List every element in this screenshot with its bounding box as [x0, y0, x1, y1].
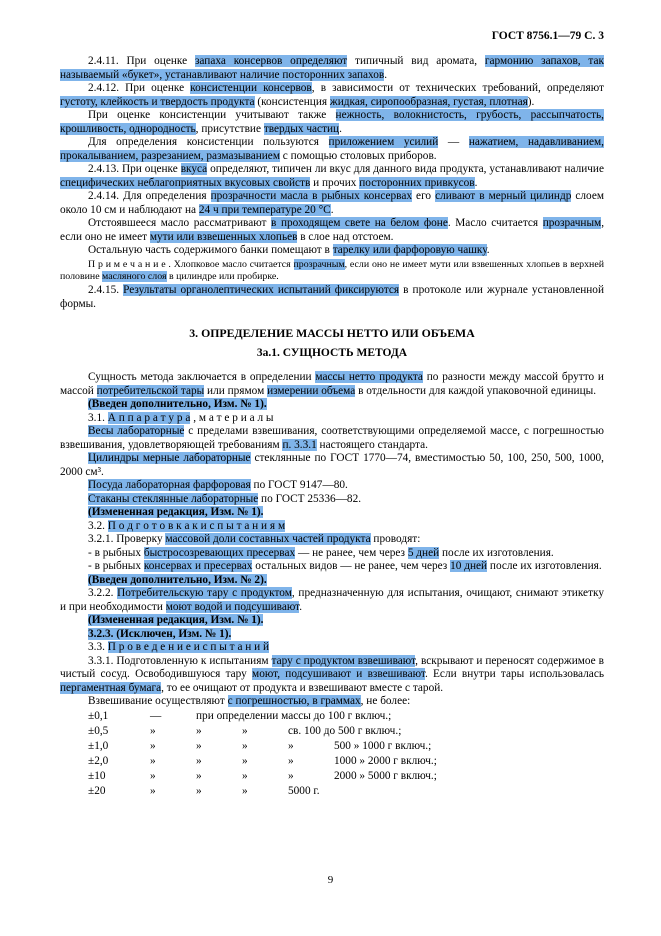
- tolerance-range: 2000 » 5000 г включ.;: [334, 769, 437, 782]
- tolerance-range: 5000 г.: [288, 784, 320, 797]
- text-segment: Сущность метода заключается в определении: [88, 371, 316, 384]
- paragraph: [60, 55, 604, 82]
- text-segment: . Масло считается: [447, 217, 543, 229]
- paragraph: [60, 560, 604, 574]
- highlighted-text: масляного слоя: [102, 270, 167, 282]
- highlighted-text: А п п а р а т у р а: [107, 411, 191, 424]
- highlighted-text: сливают в мерный цилиндр: [435, 190, 572, 202]
- text-segment: , предназначенную для испытания, очищают, снимают этикетку и при необходимости: [60, 587, 604, 613]
- highlighted-text: 10 дней: [450, 560, 488, 573]
- text-segment: или прямом: [204, 384, 268, 397]
- text-segment: 2.4.12. При оценке: [88, 82, 191, 94]
- highlighted-text: Стаканы стеклянные лабораторные: [88, 492, 259, 505]
- paragraph: [60, 641, 604, 655]
- text-segment: с пределами взвешивания, соответствующими определяемой массе, с погрешностью взвешивания, удовлетворяющей требованиям: [60, 425, 604, 451]
- text-segment: 3.2.: [88, 519, 108, 532]
- ditto-mark: »: [150, 784, 156, 797]
- highlighted-text: массы нетто продукта: [315, 371, 423, 384]
- highlighted-text: нажатием, надавливанием, прокалыванием, разрезанием, размазыванием: [60, 136, 604, 162]
- text-segment: .: [474, 176, 478, 189]
- tolerance-value: ±2,0: [88, 754, 109, 767]
- text-segment: .: [339, 122, 342, 135]
- ditto-mark: —: [150, 709, 162, 722]
- paragraph: [60, 533, 604, 547]
- text-segment: определяют, типичен ли вкус для данного вида продукта, устанавливают наличие: [207, 163, 604, 175]
- highlighted-text: измерении объема: [267, 384, 356, 397]
- highlighted-text: с погрешностью, в граммах: [227, 695, 361, 708]
- text-segment: . Если внутри тары использовалась: [424, 668, 604, 681]
- text-segment: Отстоявшееся масло рассматривают: [88, 217, 272, 229]
- text-segment: .: [330, 203, 334, 216]
- highlighted-text: специфических неблагоприятных вкусовых свойств: [60, 176, 311, 189]
- tolerance-value: ±0,1: [88, 709, 109, 722]
- highlighted-text: посторонних привкусов: [359, 176, 475, 189]
- paragraph: [60, 479, 604, 493]
- ditto-mark: »: [150, 724, 156, 737]
- text-segment: с помощью столовых приборов.: [279, 149, 437, 162]
- text-segment: типичный вид аромата,: [347, 55, 485, 67]
- ditto-mark: »: [150, 754, 156, 767]
- text-segment: 3.3.1. Подготовленную к испытаниям: [88, 654, 272, 667]
- highlighted-text: 3.2.3. (Исключен, Изм. № 1).: [88, 627, 232, 640]
- text-segment: остальных видов — не ранее, чем через: [252, 560, 451, 573]
- highlighted-text: тарелку или фарфоровую чашку: [332, 244, 487, 256]
- text-segment: в цилиндре или пробирке.: [166, 270, 279, 282]
- highlighted-text: моют водой и подсушивают: [165, 600, 300, 613]
- tolerance-value: ±0,5: [88, 724, 109, 737]
- paragraph: [60, 398, 604, 412]
- ditto-mark: »: [242, 754, 248, 767]
- paragraph: [60, 217, 604, 244]
- ditto-mark: »: [196, 769, 202, 782]
- text-segment: , присутствие: [195, 122, 264, 135]
- tolerance-row: [60, 709, 604, 724]
- text-segment: П р и м е ч а н и е . Хлопковое масло считается: [88, 258, 294, 270]
- paragraph: [60, 587, 604, 614]
- ditto-mark: »: [150, 739, 156, 752]
- text-segment: 2.4.13. При оценке: [88, 163, 181, 175]
- text-segment: Для определения консистенции пользуются: [88, 136, 329, 148]
- tolerance-range: при определении массы до 100 г включ.;: [196, 709, 392, 722]
- paragraph: [60, 163, 604, 190]
- highlighted-text: (Введен дополнительно, Изм. № 2).: [88, 573, 267, 586]
- ditto-mark: »: [242, 739, 248, 752]
- tolerance-range: 1000 » 2000 г включ.;: [334, 754, 437, 767]
- tolerance-value: ±10: [88, 769, 106, 782]
- paragraph: [60, 412, 604, 426]
- text-segment: .: [384, 68, 388, 81]
- text-segment: в отдельности для каждой упаковочной единицы.: [355, 384, 597, 397]
- highlighted-text: (Измененная редакция, Изм. № 1).: [88, 614, 264, 627]
- ditto-mark: »: [242, 784, 248, 797]
- highlighted-text: П о д г о т о в к а к и с п ы т а н и я м: [107, 519, 286, 532]
- highlighted-text: густоту, клейкость и твердость продукта: [60, 95, 255, 108]
- paragraph: [60, 284, 604, 311]
- highlighted-text: Посуда лабораторная фарфоровая: [88, 479, 251, 492]
- text-segment: , не более:: [360, 695, 411, 708]
- text-segment: 2.4.11. При оценке: [88, 55, 195, 67]
- highlighted-text: П р о в е д е н и е и с п ы т а н и й: [107, 641, 270, 654]
- ditto-mark: »: [242, 769, 248, 782]
- text-segment: после их изготовления.: [439, 546, 554, 559]
- text-segment: 3. ОПРЕДЕЛЕНИЕ МАССЫ НЕТТО ИЛИ ОБЪЕМА: [189, 326, 475, 341]
- paragraph: [60, 655, 604, 696]
- highlighted-text: тару с продуктом взвешивают: [271, 654, 416, 667]
- highlighted-text: 24 ч при температуре 20 °С: [198, 203, 331, 216]
- text-segment: его: [412, 190, 436, 202]
- text-segment: 3.2.1. Проверку: [88, 533, 166, 546]
- page-number: 9: [327, 874, 334, 886]
- highlighted-text: приложением усилий: [328, 136, 439, 148]
- ditto-mark: »: [196, 724, 202, 737]
- text-segment: проводят:: [370, 533, 421, 546]
- paragraph: [60, 82, 604, 109]
- ditto-mark: »: [288, 769, 294, 782]
- text-segment: настоящего стандарта.: [316, 438, 428, 451]
- text-segment: , вскрывают и переносят содержимое в чистый сосуд. Освободившуюся тару: [60, 654, 604, 681]
- paragraph: [60, 574, 604, 588]
- paragraph: [60, 190, 604, 217]
- text-segment: —: [438, 136, 469, 148]
- text-segment: ).: [527, 95, 535, 108]
- text-segment: в протоколе или журнале установленной формы.: [60, 284, 604, 310]
- text-segment: - в рыбных: [88, 560, 144, 573]
- tolerance-range: 500 » 1000 г включ.;: [334, 739, 432, 752]
- highlighted-text: мути или взвешенных хлопьев: [149, 230, 298, 243]
- ditto-mark: »: [196, 754, 202, 767]
- highlighted-text: Результаты органолептических испытаний фиксируются: [123, 284, 400, 297]
- text-segment: стеклянные по ГОСТ 1770—74, вместимостью 50, 100, 250, 500, 1000, 2000 см³.: [60, 452, 604, 478]
- text-segment: Взвешивание осуществляют: [88, 695, 228, 708]
- highlighted-text: Потребительскую тару с продуктом: [117, 587, 292, 600]
- text-segment: по разности между массой брутто и массой: [60, 371, 604, 397]
- paragraph: [60, 259, 604, 284]
- highlighted-text: потребительской тары: [96, 384, 205, 397]
- tolerance-row: [60, 739, 604, 754]
- text-segment: .: [486, 244, 490, 256]
- ditto-mark: »: [196, 739, 202, 752]
- highlighted-text: Весы лабораторные: [88, 425, 185, 438]
- highlighted-text: 5 дней: [407, 546, 440, 559]
- text-segment: , если оно не имеет: [60, 217, 605, 243]
- text-segment: (консистенция: [254, 95, 330, 108]
- ditto-mark: »: [196, 784, 202, 797]
- highlighted-text: консистенции консервов: [190, 82, 312, 94]
- text-segment: слоем около 10 см и наблюдают на: [60, 190, 605, 216]
- text-segment: — не ранее, чем через: [295, 546, 408, 559]
- highlighted-text: пергаментная бумага: [60, 681, 162, 694]
- highlighted-text: моют, подсушивают и взвешивают: [252, 668, 425, 681]
- highlighted-text: запаха консервов определяют: [194, 55, 348, 67]
- paragraph: [60, 109, 604, 136]
- tolerance-range: св. 100 до 500 г включ.;: [288, 724, 402, 737]
- document-content: [60, 30, 604, 799]
- section-heading: [60, 326, 604, 341]
- paragraph: [60, 136, 604, 163]
- tolerance-row: [60, 769, 604, 784]
- document-header: ГОСТ 8756.1—79 С. 3: [491, 30, 604, 42]
- text-segment: 3.1.: [88, 411, 108, 424]
- text-segment: Остальную часть содержимого банки помещают в: [88, 244, 333, 256]
- highlighted-text: в проходящем свете на белом фоне: [271, 217, 448, 229]
- tolerance-row: [60, 784, 604, 799]
- highlighted-text: нежность, волокнистость, грубость, рассыпчатость, крошливость, однородность: [60, 109, 604, 135]
- text-segment: в слое над отстоем.: [297, 230, 394, 243]
- paragraph: [60, 425, 604, 452]
- text-segment: , то ее очищают от продукта и взвешивают вместе с тарой.: [161, 681, 444, 694]
- tolerance-row: [60, 724, 604, 739]
- highlighted-text: прозрачным: [542, 217, 602, 229]
- highlighted-text: вкуса: [180, 163, 208, 175]
- text-segment: , м а т е р и а л ы: [190, 411, 274, 424]
- paragraph: [60, 493, 604, 507]
- text-segment: , если оно не имеет мути или взвешенных хлопьев в верхней половине: [60, 258, 604, 282]
- text-segment: по ГОСТ 9147—80.: [250, 479, 348, 492]
- highlighted-text: жидкая, сиропообразная, густая, плотная: [329, 95, 528, 108]
- paragraph: [60, 520, 604, 534]
- text-segment: после их изготовления.: [487, 560, 602, 573]
- text-segment: и прочих: [310, 176, 360, 189]
- highlighted-text: прозрачным: [293, 258, 345, 270]
- text-segment: .: [299, 600, 303, 613]
- text-segment: 3.2.2.: [88, 587, 118, 600]
- paragraph: [60, 547, 604, 561]
- highlighted-text: твердых частиц: [263, 122, 340, 135]
- text-segment: 3а.1. СУЩНОСТЬ МЕТОДА: [256, 347, 408, 360]
- ditto-mark: »: [242, 724, 248, 737]
- highlighted-text: быстросозревающих пресервах: [143, 546, 296, 559]
- paragraph: [60, 628, 604, 642]
- text-segment: , в зависимости от технических требований, определяют: [311, 82, 604, 94]
- highlighted-text: Цилиндры мерные лабораторные: [88, 452, 251, 465]
- subsection-heading: [60, 347, 604, 359]
- highlighted-text: прозрачности масла в рыбных консервах: [210, 190, 413, 202]
- text-segment: по ГОСТ 25336—82.: [258, 492, 362, 505]
- paragraph: [60, 371, 604, 398]
- ditto-mark: »: [150, 769, 156, 782]
- tolerance-value: ±20: [88, 784, 106, 797]
- text-segment: 3.3.: [88, 641, 108, 654]
- highlighted-text: массовой доли составных частей продукта: [165, 533, 371, 546]
- ditto-mark: »: [288, 754, 294, 767]
- text-segment: 2.4.14. Для определения: [88, 190, 211, 202]
- paragraph: [60, 452, 604, 479]
- paragraph: [60, 695, 604, 709]
- text-segment: При оценке консистенции учитывают также: [88, 109, 336, 121]
- paragraph: [60, 614, 604, 628]
- document-body: [60, 55, 604, 799]
- tolerance-row: [60, 754, 604, 769]
- highlighted-text: консервах и пресервах: [143, 560, 253, 573]
- highlighted-text: (Введен дополнительно, Изм. № 1).: [88, 398, 267, 411]
- highlighted-text: (Измененная редакция, Изм. № 1).: [88, 506, 264, 519]
- paragraph: [60, 506, 604, 520]
- text-segment: - в рыбных: [88, 546, 144, 559]
- text-segment: 2.4.15.: [88, 284, 124, 297]
- highlighted-text: гармонию запахов, так называемый «букет», устанавливают наличие посторонних запахов: [60, 55, 605, 81]
- ditto-mark: »: [288, 739, 294, 752]
- paragraph: [60, 244, 604, 258]
- tolerance-value: ±1,0: [88, 739, 109, 752]
- highlighted-text: п. 3.3.1: [282, 438, 317, 451]
